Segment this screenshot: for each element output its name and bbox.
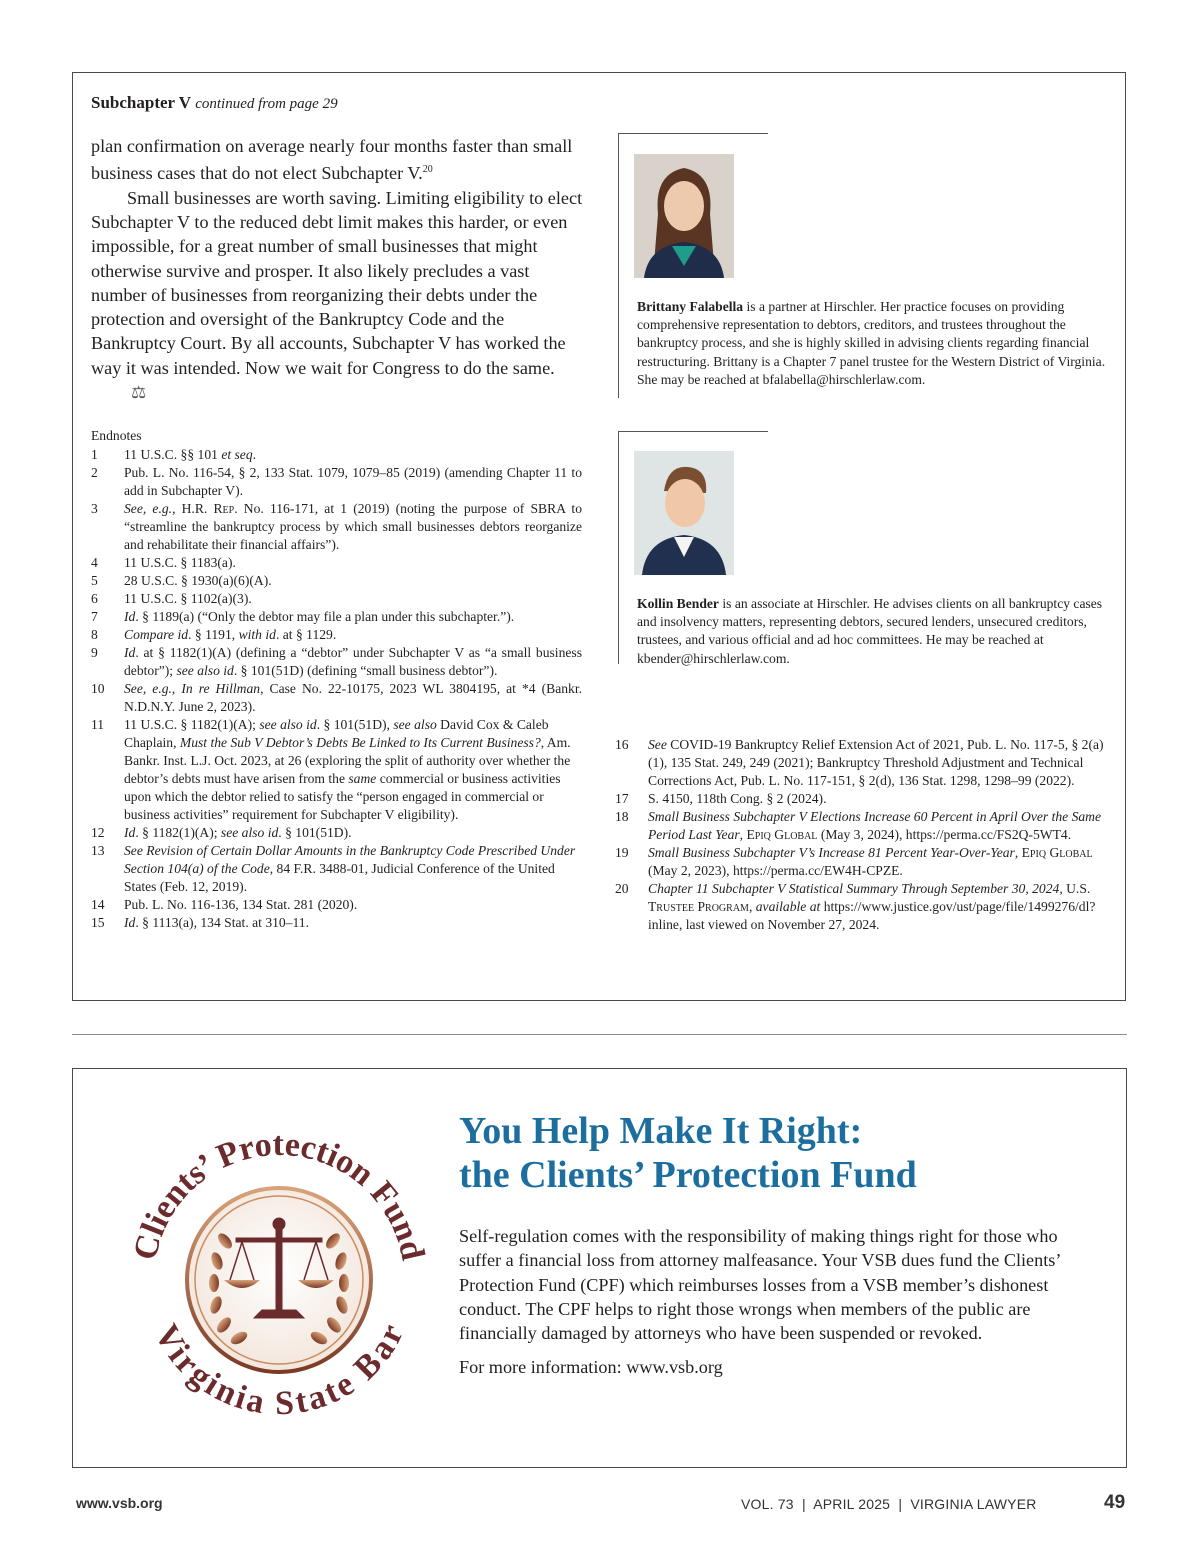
author-photo-bender [634,451,734,575]
article-heading [91,93,338,113]
article-paragraph [91,186,586,406]
heading-title: Subchapter V [91,93,191,112]
endnote: 3 See, e.g., H.R. Rep. No. 116-171, at 1 (2019) (noting the purpose of SBRA to “streamline the bankruptcy process by which small businesses debtors reorganize and rehabilitate their financial affairs”). [91,501,582,552]
section-divider [72,1034,1127,1035]
endnote: 6 11 U.S.C. § 1102(a)(3). [91,591,252,606]
endnote: 9 Id. at § 1182(1)(A) (defining a “debtor” under Subchapter V as “a small business debtor”); see also id. § 101(51D) (defining “small business debtor”). [91,645,582,678]
seal-top-text: Clients’ Protection Fund [126,1125,432,1264]
endnote: 20 Chapter 11 Subchapter V Statistical Summary Through September 30, 2024, U.S. Trustee Program, available at https://www.justice.gov/ust/page/file/1499276/dl?inline, last viewed on November 27, 2024. [615,881,1096,932]
footnote-ref: 20 [422,164,433,176]
cpf-seal-logo [124,1120,434,1430]
endnote: 14 Pub. L. No. 116-136, 134 Stat. 281 (2020). [91,897,358,912]
endnote: 13 See Revision of Certain Dollar Amounts in the Bankruptcy Code Prescribed Under Section 104(a) of the Code, 84 F.R. 3488-01, Judicial Conference of the United States (Feb. 12, 2019). [91,843,576,894]
author-name: Brittany Falabella [637,299,744,314]
ad-title-line: the Clients’ Protection Fund [459,1154,917,1196]
article-body [91,134,586,405]
article-paragraph [91,134,586,186]
endnote: 15 Id. § 1113(a), 134 Stat. at 310–11. [91,915,309,930]
endnotes-left [91,427,582,932]
endnotes-heading: Endnotes [91,428,142,443]
ad-info-link[interactable]: For more information: www.vsb.org [459,1357,723,1377]
photo-rule [618,431,619,664]
endnote: 8 Compare id. § 1191, with id. at § 1129. [91,627,337,642]
portrait-icon [634,451,734,575]
scales-of-justice-icon: ⚖ [131,383,147,403]
endnotes-right [615,736,1105,934]
endnote: 5 28 U.S.C. § 1930(a)(6)(A). [91,573,272,588]
ad-title-line: You Help Make It Right: [459,1110,863,1152]
page-number: 49 [1104,1492,1126,1513]
photo-rule [618,133,619,398]
endnote: 16 See COVID-19 Bankruptcy Relief Extension Act of 2021, Pub. L. No. 117-5, § 2(a)(1), 135 Stat. 249, 249 (2021); Bankruptcy Threshold Adjustment and Technical Corrections Act, Pub. L. No. 117-151, § 2(d), 136 Stat. 1298, 1298–99 (2022). [615,737,1104,788]
endnote: 4 11 U.S.C. § 1183(a). [91,555,236,570]
endnote: 17 S. 4150, 118th Cong. § 2 (2024). [615,791,827,806]
paragraph-text: plan confirmation on average nearly four months faster than small business cases that do not elect Subchapter V. [91,136,573,184]
endnote: 2 Pub. L. No. 116-54, § 2, 133 Stat. 1079, 1079–85 (2019) (amending Chapter 11 to add in Subchapter V). [91,465,582,498]
endnote: 10 See, e.g., In re Hillman, Case No. 22-10175, 2023 WL 3804195, at *4 (Bankr. N.D.N.Y. June 2, 2023). [91,681,582,714]
ad-body: Self-regulation comes with the responsibility of making things right for those who suffer a financial loss from attorney malfeasance. Your VSB dues fund the Clients’ Protection Fund (CPF) which reimburses losses from a VSB member’s dishonest conduct. The CPF helps to right those wrongs when members of the public are financially damaged by attorneys who have been suspended or revoked. [459,1226,1061,1344]
footer-issue: VOL. 73 | APRIL 2025 | VIRGINIA LAWYER [741,1496,1037,1512]
author-photo-falabella [634,154,734,278]
endnote: 1 11 U.S.C. §§ 101 et seq. [91,447,257,462]
paragraph-text: Small businesses are worth saving. Limiting eligibility to elect Subchapter V to the reduced debt limit makes this harder, or even impossible, for a great number of small businesses that might otherwise survive and prosper. It also likely precludes a vast number of businesses from reorganizing their debts under the protection and oversight of the Bankruptcy Code and the Bankruptcy Court. By all accounts, Subchapter V has worked the way it was intended. Now we wait for Congress to do the same. [91,187,583,378]
portrait-icon [634,154,734,278]
photo-rule [618,431,768,432]
footer-url[interactable]: www.vsb.org [76,1495,163,1511]
endnote: 12 Id. § 1182(1)(A); see also id. § 101(51D). [91,825,352,840]
ad-title [459,1109,1109,1197]
endnote: 11 11 U.S.C. § 1182(1)(A); see also id. § 101(51D), see also David Cox & Caleb Chaplain, Must the Sub V Debtor’s Debts Be Linked to Its Current Business?, Am. Bankr. Inst. L.J. Oct. 2023, at 26 (exploring the split of authority over whether the debtor’s debts must have arisen from the same commercial or business activities upon which the debtor relied to satisfy the “person engaged in commercial or business activities” requirement for Subchapter V eligibility). [91,717,571,822]
author-name: Kollin Bender [637,596,719,611]
endnote: 18 Small Business Subchapter V Elections Increase 60 Percent in April Over the Same Period Last Year, Epiq Global (May 3, 2024), https://perma.cc/FS2Q-5WT4. [615,809,1102,842]
endnote: 19 Small Business Subchapter V’s Increase 81 Percent Year-Over-Year, Epiq Global (May 2, 2023), https://perma.cc/EW4H-CPZE. [615,845,1093,878]
cpf-seal [124,1120,434,1430]
photo-rule [618,133,768,134]
seal-bottom-text: Virginia State Bar [147,1318,412,1423]
bio-bender: Kollin Bender is an associate at Hirschler. He advises clients on all bankruptcy cases and insolvency matters, representing debtors, secured lenders, unsecured creditors, trustees, and various official and ad hoc committees. He may be reached at kbender@hirschlerlaw.com. [637,596,1103,666]
heading-continued: continued from page 29 [195,96,338,112]
endnote: 7 Id. § 1189(a) (“Only the debtor may file a plan under this subchapter.”). [91,609,515,624]
bio-falabella: Brittany Falabella is a partner at Hirschler. Her practice focuses on providing comprehensive representation to debtors, creditors, and trustees throughout the bankruptcy process, and she is highly skilled in advising clients regarding financial restructuring. Brittany is a Chapter 7 panel trustee for the Western District of Virginia. She may be reached at bfalabella@hirschlerlaw.com. [637,299,1106,387]
